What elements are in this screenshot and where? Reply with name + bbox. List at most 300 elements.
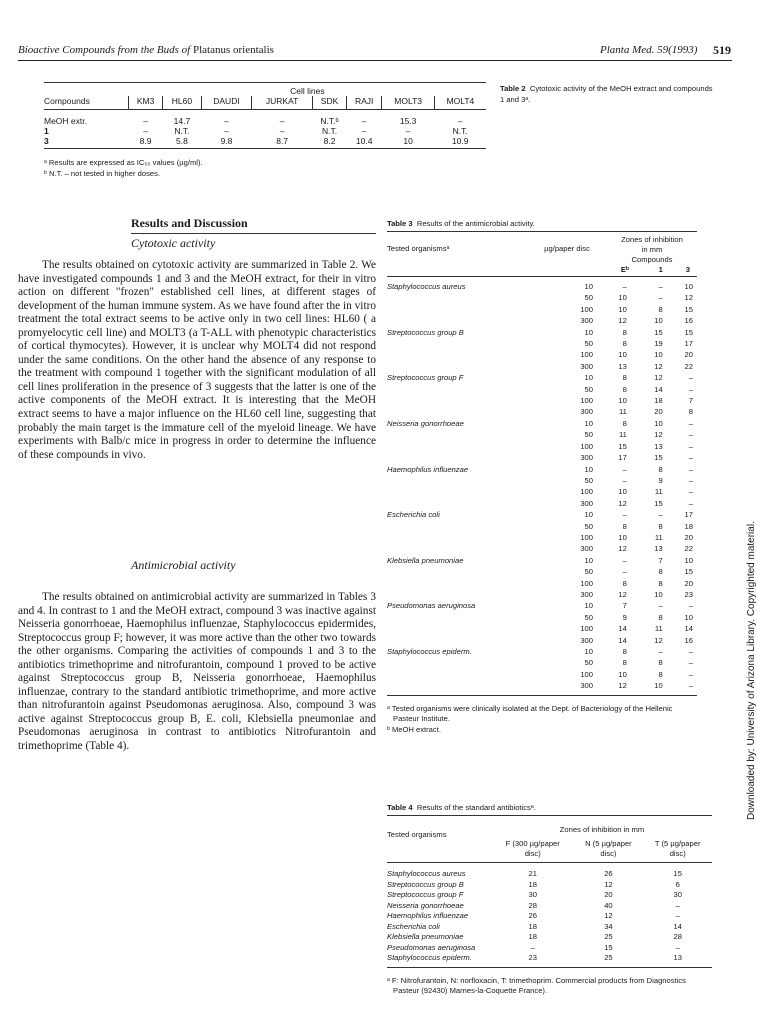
table-row xyxy=(387,395,697,406)
table4-organism: Klebsiella pneumoniae xyxy=(387,932,464,941)
table3-cell-e: 8 xyxy=(622,384,627,394)
table3-cell-e: 12 xyxy=(607,680,643,695)
table4-organism: Pseudomonas aeruginosa xyxy=(387,942,476,952)
table4-sub-col xyxy=(643,839,712,863)
table3-cell-1: 15 xyxy=(654,453,663,463)
table3-cell-e: 17 xyxy=(618,453,627,463)
download-watermark xyxy=(738,370,757,820)
paragraph-antimicrobial xyxy=(18,591,376,754)
table4-footnote: ᵃ F: Nitrofurantoin, N: norfloxacin, T: trimethoprim. Commercial products from Diagnostics Pasteur (92430) Marnes-la-Coquette France). xyxy=(387,975,686,995)
table3-dose: 100 xyxy=(580,350,593,360)
table3-cell-3: 17 xyxy=(684,339,693,349)
table3-cell-1: 8 xyxy=(658,578,663,588)
table3-footnote-a: ᵃ Tested organisms were clinically isolated at the Dept. of Bacteriology of the Hellenic Pasteur Institute. xyxy=(387,703,673,724)
table3-cell-3: – xyxy=(688,464,693,474)
paragraph-antimicrobial-text: The results obtained on antimicrobial activity are summarized in Tables 3 and 4. In contrast to 1 and the MeOH extract, compound 3 was inactive against Neisseria gonorrhoeae, Haemophilus influenzae, Staphylococcus epidermides, Streptococcus group F; however, it was more active than the other two towards the other organisms. Comparing the activities of compounds 1 and 3 to the antibiotics trimethoprime and nitrofurantoin, compound 1 proved to be active against Streptococcus group B, Neisseria gonorrhoeae, Haemophilus influenzae, contrary to the standard antibiotic trimethoprime, and more active than nitrofurantoin against Pseudomonas aeruginosa. Also, compound 3 was active against Streptococcus group B, E. coli, Klebsiella pneumoniae and Pseudomonas aeruginosa in contrast to antibiotics Nitrofurantoin and trimethoprime (Table 4). xyxy=(18,591,376,753)
table3-cell-e: 7 xyxy=(622,601,627,611)
table3-cell-3: – xyxy=(688,475,693,485)
table-row xyxy=(387,680,697,695)
table3-cell-1: 14 xyxy=(654,384,663,394)
table3-cell-e: 14 xyxy=(618,635,627,645)
table4-cell: – xyxy=(530,942,535,952)
table3-dose: 300 xyxy=(580,453,593,463)
table3-organism xyxy=(387,578,527,589)
table3-cell-e: 10 xyxy=(618,350,627,360)
table2-cell: – xyxy=(279,126,285,136)
table3-cell-1: 8 xyxy=(658,658,663,668)
running-title xyxy=(18,44,274,56)
table3-dose: 50 xyxy=(584,567,593,577)
journal-ref: Planta Med. 59(1993) xyxy=(600,44,698,56)
table3-organism: Neisseria gonorrhoeae xyxy=(387,418,464,428)
table-row xyxy=(387,600,697,611)
table2-row-label: MeOH extr. xyxy=(44,116,87,126)
table2-caption-label: Table 2 xyxy=(500,84,526,93)
table2-cell: – xyxy=(143,116,148,126)
table3-dose: 10 xyxy=(584,464,593,474)
table3-dose: 10 xyxy=(584,555,593,565)
table4-organism: Neisseria gonorrhoeae xyxy=(387,900,464,910)
table3 xyxy=(387,231,697,735)
table3-dose: 300 xyxy=(580,498,593,508)
table4-cell: 28 xyxy=(673,932,682,941)
table3-footnote-b: ᵇ MeOH extract. xyxy=(387,724,441,734)
table3-cell-e: 12 xyxy=(618,498,627,508)
table3-dose: 100 xyxy=(580,532,593,542)
table3-cell-1: 10 xyxy=(654,316,663,326)
table3-organism xyxy=(387,680,527,695)
table-row xyxy=(387,372,697,383)
table-row xyxy=(387,361,697,372)
table-row xyxy=(387,292,697,303)
table-row xyxy=(387,669,697,680)
table3-dose: 50 xyxy=(584,521,593,531)
table2-cell: N.T. xyxy=(452,126,468,136)
download-watermark-text: Downloaded by: University of Arizona Library. Copyrighted material. xyxy=(746,521,757,820)
table-row xyxy=(387,566,697,577)
table3-dose: 50 xyxy=(584,475,593,485)
table3-organism xyxy=(387,566,527,577)
table-row xyxy=(387,406,697,417)
table3-dose: 10 xyxy=(584,282,593,291)
table3-organism xyxy=(387,384,527,395)
table3-dose: 300 xyxy=(580,361,593,371)
section-title-block xyxy=(131,216,376,251)
table3-cell-1: 19 xyxy=(654,339,663,349)
table3-cell-e: 8 xyxy=(622,521,627,531)
table3-grid xyxy=(387,231,697,696)
table3-dose: 50 xyxy=(584,339,593,349)
section-title: Results and Discussion xyxy=(131,216,248,230)
table-row xyxy=(387,315,697,326)
table2-cell: – xyxy=(361,126,367,136)
table2-footnotes xyxy=(44,157,486,179)
table4-cell: 12 xyxy=(604,911,613,920)
table2-col-header: SDK xyxy=(313,96,347,110)
table3-cell-1: 15 xyxy=(654,327,663,337)
table-row xyxy=(387,612,697,623)
table3-cell-e: 14 xyxy=(618,624,627,634)
table4-sub-col xyxy=(573,839,643,863)
table3-dose: 50 xyxy=(584,658,593,668)
table3-cell-1: 18 xyxy=(654,396,663,406)
table3-sub-col: 3 xyxy=(679,265,697,277)
table4-grid xyxy=(387,815,712,968)
table3-cell-e: 10 xyxy=(618,396,627,406)
table3-organism xyxy=(387,669,527,680)
table3-cell-1: 11 xyxy=(654,532,663,542)
table3-organism: Staphylococcus aureus xyxy=(387,282,466,291)
table2-cell: – xyxy=(279,116,285,126)
table3-organism xyxy=(387,361,527,372)
table2-col-header: JURKAT xyxy=(252,96,313,110)
section-rule xyxy=(131,233,376,234)
table4-cell: 12 xyxy=(604,879,613,889)
table3-sub-col: 1 xyxy=(643,265,679,277)
table2-col-header: HL60 xyxy=(162,96,201,110)
table-row xyxy=(387,890,712,901)
table3-organism: Staphylococcus epiderm. xyxy=(387,647,472,656)
table4-cell: 18 xyxy=(528,879,537,889)
table4-organism: Escherichia coli xyxy=(387,921,440,931)
table3-cell-e: 15 xyxy=(618,441,627,451)
table2-cell: 10.9 xyxy=(434,136,486,149)
table3-organism xyxy=(387,543,527,554)
table3-organism: Pseudomonas aeruginosa xyxy=(387,601,476,611)
table2-col-header: MOLT3 xyxy=(382,96,434,110)
table4-cell: 26 xyxy=(528,911,537,920)
table3-cell-e: 12 xyxy=(618,544,627,554)
table4-caption-text: Results of the standard antibioticsᵃ. xyxy=(416,803,536,812)
table3-cell-1: – xyxy=(658,510,663,520)
table3-cell-e: 8 xyxy=(622,339,627,349)
table3-cell-e: 12 xyxy=(618,589,627,599)
table3-cell-3: – xyxy=(688,418,693,428)
table3-spacer xyxy=(387,265,527,277)
table3-organism xyxy=(387,521,527,532)
table3-cell-e: – xyxy=(622,567,627,577)
table3-cell-e: 12 xyxy=(618,316,627,326)
table-row xyxy=(387,578,697,589)
table3-dose: 100 xyxy=(580,396,593,406)
table2-col-header: KM3 xyxy=(129,96,163,110)
table3-organism xyxy=(387,292,527,303)
table2-cell: 10 xyxy=(382,136,434,149)
table2-cell: N.T. xyxy=(174,126,190,136)
table-row xyxy=(387,338,697,349)
table3-organism: Streptococcus group B xyxy=(387,327,464,337)
table-row xyxy=(387,475,697,486)
table2-row-label: 3 xyxy=(44,136,129,149)
table2-cell: 8.7 xyxy=(252,136,313,149)
table-row xyxy=(44,136,486,149)
table3-dose: 10 xyxy=(584,373,593,383)
table3-cell-1: 8 xyxy=(658,304,663,314)
table3-cell-e: 11 xyxy=(618,407,627,417)
table4-cell: 13 xyxy=(643,953,712,967)
table3-cell-3: 16 xyxy=(684,635,693,645)
table3-compounds-header: Compounds xyxy=(631,255,673,264)
table3-cell-1: 8 xyxy=(658,669,663,679)
table3-cell-1: 8 xyxy=(658,521,663,531)
table4-cell: 6 xyxy=(675,879,680,889)
table2-cell: – xyxy=(361,116,367,126)
table3-cell-1: 20 xyxy=(654,407,663,417)
table-row xyxy=(44,126,486,136)
table-row xyxy=(387,543,697,554)
table3-cell-1: 12 xyxy=(654,430,663,440)
table3-cell-e: – xyxy=(622,282,627,291)
table4-cell: 30 xyxy=(528,890,537,899)
table3-organism xyxy=(387,349,527,360)
table2-cell: N.T.ᵇ xyxy=(320,116,339,126)
table3-cell-3: 8 xyxy=(688,407,693,417)
table4-sub-col-line: disc) xyxy=(600,849,617,858)
table3-cell-e: – xyxy=(622,555,627,565)
table3-organism xyxy=(387,498,527,509)
table-row xyxy=(387,555,697,566)
table2-cell: 14.7 xyxy=(173,116,191,126)
table4-cell: 30 xyxy=(673,890,682,899)
table4-zones-header: Zones of inhibition in mm xyxy=(492,816,712,840)
table3-cell-3: – xyxy=(688,441,693,451)
table3-organism xyxy=(387,395,527,406)
table4-cell: 14 xyxy=(673,921,682,931)
table3-dose: 100 xyxy=(580,578,593,588)
table-row xyxy=(387,521,697,532)
table3-dose: 100 xyxy=(580,487,593,497)
table4-sub-col-line: disc) xyxy=(669,849,686,858)
table2-footnote-a: ᵃ Results are expressed as IC₅₀ values (µg/ml). xyxy=(44,158,203,167)
table4-sub-col-line: T (5 µg/paper xyxy=(654,839,701,848)
table3-organism xyxy=(387,623,527,634)
table3-cell-3: – xyxy=(688,373,693,383)
table2-caption-text: Cytotoxic activity of the MeOH extract and compounds 1 and 3ᵃ. xyxy=(500,84,713,104)
table3-cell-e: 8 xyxy=(622,327,627,337)
table3-organism xyxy=(387,338,527,349)
subsection-cytotoxic: Cytotoxic activity xyxy=(131,236,216,250)
running-title-italic: Bioactive Compounds from the Buds of xyxy=(18,44,191,56)
table4 xyxy=(387,815,712,997)
table3-dose: 300 xyxy=(580,544,593,554)
table4-sub-col-line: disc) xyxy=(524,849,541,858)
table3-cell-e: 11 xyxy=(618,430,627,440)
table2-cell: – xyxy=(224,126,229,136)
table-row xyxy=(387,418,697,429)
table3-cell-3: 12 xyxy=(684,293,693,303)
table-row xyxy=(387,452,697,463)
table3-cell-1: 10 xyxy=(643,680,679,695)
table2-row-label: 1 xyxy=(44,126,49,136)
table3-dose: 100 xyxy=(580,441,593,451)
table3-cell-e: 8 xyxy=(622,418,627,428)
table3-caption xyxy=(387,219,535,228)
table3-organism xyxy=(387,589,527,600)
table-row xyxy=(387,349,697,360)
table3-cell-1: 10 xyxy=(654,350,663,360)
table-row xyxy=(387,911,712,922)
subsection-antimicrobial: Antimicrobial activity xyxy=(131,558,236,572)
table3-cell-1: – xyxy=(658,601,663,611)
table3-dose: 100 xyxy=(580,304,593,314)
table3-organism xyxy=(387,635,527,646)
table4-organism: Staphylococcus aureus xyxy=(387,869,466,878)
table4-col-organisms: Tested organisms xyxy=(387,816,492,840)
table3-dose: 300 xyxy=(580,589,593,599)
table2-cell: – xyxy=(143,126,148,136)
table2 xyxy=(44,82,486,179)
table3-dose: 10 xyxy=(584,418,593,428)
table2-caption xyxy=(500,83,715,105)
table3-organism xyxy=(387,304,527,315)
table3-cell-e: – xyxy=(622,475,627,485)
page-number: 519 xyxy=(713,43,731,57)
table4-caption xyxy=(387,803,536,812)
table3-cell-3: 7 xyxy=(688,396,693,406)
table2-group-header: Cell lines xyxy=(129,83,486,97)
table3-cell-1: 8 xyxy=(658,612,663,622)
table4-cell: 34 xyxy=(604,921,613,931)
table3-organism xyxy=(387,315,527,326)
table3-dose: 10 xyxy=(584,510,593,520)
table-row xyxy=(387,953,712,967)
table-row xyxy=(387,646,697,657)
table4-cell: 28 xyxy=(528,900,537,910)
table3-cell-3: 18 xyxy=(684,521,693,531)
table3-organism xyxy=(387,406,527,417)
table-row xyxy=(387,498,697,509)
table2-cell: – xyxy=(405,126,411,136)
table3-cell-1: 12 xyxy=(654,635,663,645)
table3-organism xyxy=(387,441,527,452)
table-row xyxy=(387,464,697,475)
table3-cell-1: – xyxy=(658,282,663,291)
table3-cell-1: 15 xyxy=(654,498,663,508)
table3-cell-3: 20 xyxy=(684,532,693,542)
table4-cell: 40 xyxy=(604,900,613,910)
table-row xyxy=(387,327,697,338)
table3-cell-3: 23 xyxy=(684,589,693,599)
table3-dose: 50 xyxy=(584,612,593,622)
table4-cell: 20 xyxy=(604,890,613,899)
table3-cell-e: 10 xyxy=(618,304,627,314)
table-row xyxy=(387,441,697,452)
table3-zones-header-line: in mm xyxy=(641,245,663,254)
table-row xyxy=(387,943,712,954)
table3-cell-3: – xyxy=(688,453,693,463)
table3-organism xyxy=(387,452,527,463)
table4-sub-col xyxy=(492,839,573,863)
table3-cell-1: 11 xyxy=(654,487,663,497)
table3-cell-3: 15 xyxy=(684,327,693,337)
table-row xyxy=(387,880,712,891)
table-row xyxy=(387,623,697,634)
table-row xyxy=(44,110,486,127)
table2-col-header: MOLT4 xyxy=(434,96,486,110)
table2-cell: 15.3 xyxy=(399,116,417,126)
table4-organism: Streptococcus group F xyxy=(387,890,464,899)
table2-cell: 9.8 xyxy=(201,136,251,149)
table4-sub-col-line: F (300 µg/paper xyxy=(505,839,560,848)
table4-cell: 21 xyxy=(528,869,537,878)
table3-cell-3: 20 xyxy=(684,350,693,360)
table3-cell-1: 12 xyxy=(654,373,663,383)
table3-cell-1: – xyxy=(658,293,663,303)
table3-cell-3: – xyxy=(688,669,693,679)
table-row xyxy=(387,384,697,395)
table3-organism xyxy=(387,429,527,440)
table-row xyxy=(387,304,697,315)
table3-caption-label: Table 3 xyxy=(387,219,413,228)
table3-dose: 10 xyxy=(584,601,593,611)
table2-cell: 8.2 xyxy=(313,136,347,149)
table4-cell: 18 xyxy=(528,921,537,931)
table2-cell: 10.4 xyxy=(346,136,381,149)
table-row xyxy=(387,922,712,933)
table3-dose: 300 xyxy=(527,680,607,695)
table4-cell: 15 xyxy=(604,942,613,952)
table4-organism: Staphylococcus epiderm. xyxy=(387,953,492,967)
table-row xyxy=(387,863,712,880)
table3-cell-1: – xyxy=(658,647,663,656)
table3-cell-1: 8 xyxy=(658,464,663,474)
table2-cell: N.T. xyxy=(321,126,338,136)
table4-spacer xyxy=(387,839,492,863)
table2-col-header: DAUDI xyxy=(201,96,251,110)
table3-spacer xyxy=(527,265,607,277)
table3-cell-1: 13 xyxy=(654,441,663,451)
table3-organism xyxy=(387,475,527,486)
table3-cell-e: – xyxy=(622,464,627,474)
table-row xyxy=(387,429,697,440)
table3-col-dose: µg/paper disc xyxy=(527,232,607,266)
table2-col-header: Compounds xyxy=(44,96,129,110)
table3-cell-3: 15 xyxy=(684,304,693,314)
table4-cell: 23 xyxy=(492,953,573,967)
table3-dose: 50 xyxy=(584,430,593,440)
table3-cell-3: – xyxy=(688,430,693,440)
table4-cell: 15 xyxy=(673,869,682,878)
table3-organism xyxy=(387,532,527,543)
table4-sub-col-line: N (5 µg/paper xyxy=(585,839,632,848)
table4-cell: 26 xyxy=(604,869,613,878)
table3-organism: Streptococcus group F xyxy=(387,373,464,383)
table4-caption-label: Table 4 xyxy=(387,803,413,812)
table3-organism xyxy=(387,657,527,668)
table-row xyxy=(387,635,697,646)
paragraph-cytotoxic xyxy=(18,259,376,462)
table-row xyxy=(387,901,712,912)
table3-cell-3: – xyxy=(688,601,693,611)
table3-cell-e: 9 xyxy=(622,612,627,622)
table3-dose: 10 xyxy=(584,647,593,656)
table3-dose: 300 xyxy=(580,407,593,417)
table2-cell: – xyxy=(224,116,229,126)
table3-cell-e: 8 xyxy=(622,647,627,656)
table3-cell-3: – xyxy=(688,658,693,668)
table4-organism: Streptococcus group B xyxy=(387,879,464,889)
table-row xyxy=(387,932,712,943)
table3-zones-header xyxy=(607,232,697,266)
table3-cell-3: – xyxy=(679,680,697,695)
table2-col-header: RAJI xyxy=(346,96,381,110)
table-row xyxy=(387,486,697,497)
table3-organism xyxy=(387,486,527,497)
table3-cell-3: 22 xyxy=(684,361,693,371)
table3-cell-3: 15 xyxy=(684,567,693,577)
table3-cell-1: 10 xyxy=(654,589,663,599)
table3-sub-col: Eᵇ xyxy=(607,265,643,277)
